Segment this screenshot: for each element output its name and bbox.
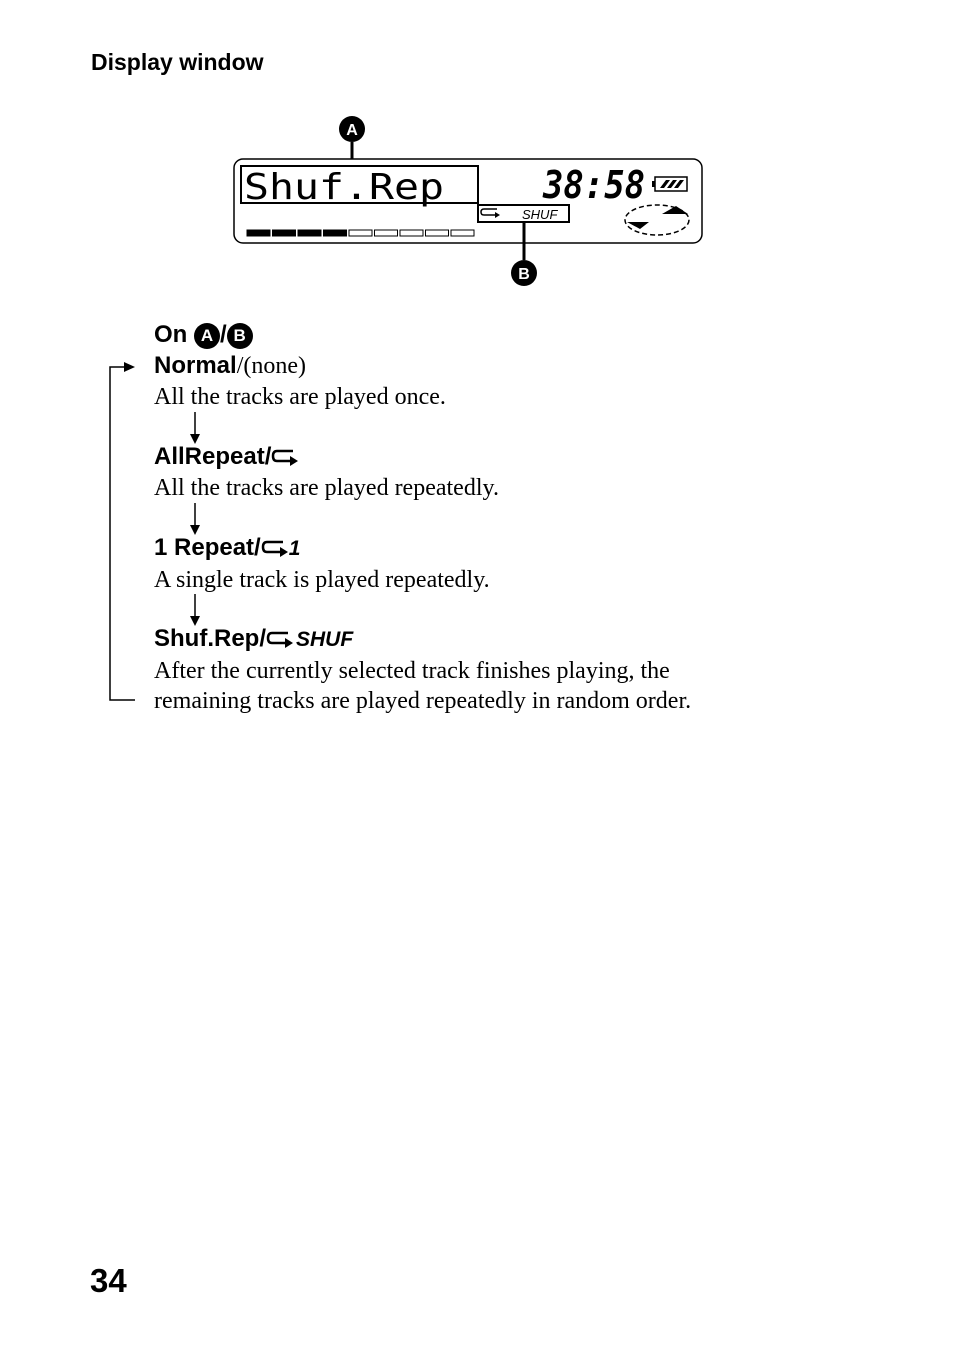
flow-arrow-1 — [190, 412, 200, 444]
level-bar-segment — [273, 230, 296, 236]
lcd-shuf-indicator: SHUF — [522, 207, 558, 222]
level-bar-segment — [324, 230, 347, 236]
lcd-time: 38:58 — [542, 163, 645, 207]
shuffle-label: SHUF — [296, 628, 354, 651]
page-number: 34 — [90, 1262, 127, 1299]
repeat-one-icon — [261, 538, 289, 558]
mode-shufrep-title — [154, 624, 353, 655]
mode-shufrep-suffix: / — [259, 625, 266, 652]
level-bar-segment — [451, 230, 474, 236]
loop-back-arrow — [110, 362, 135, 700]
repeat-icon — [271, 447, 299, 467]
level-bar — [247, 230, 474, 236]
callout-a-label: A — [346, 122, 358, 139]
flow-arrow-3 — [190, 594, 200, 626]
mode-allrepeat-title — [154, 442, 299, 472]
mode-allrepeat-name: AllRepeat — [154, 443, 265, 470]
mode-1repeat-name: 1 Repeat — [154, 534, 255, 561]
level-bar-segment — [247, 230, 270, 236]
on-legend — [154, 320, 253, 350]
mode-allrepeat-suffix: / — [264, 443, 272, 470]
level-bar-segment — [298, 230, 321, 236]
section-heading: Display window — [91, 49, 264, 75]
mode-1repeat-title — [154, 533, 300, 564]
level-bar-segment — [349, 230, 372, 236]
mode-normal-description: All the tracks are played once. — [154, 384, 446, 410]
mode-normal-suffix: /(none) — [236, 353, 306, 379]
level-bar-segment — [375, 230, 398, 236]
mode-shufrep-description-line1: After the currently selected track finishes playing, the — [154, 658, 670, 684]
mode-allrepeat-description: All the tracks are played repeatedly. — [154, 475, 499, 501]
marker-a-icon: A — [194, 323, 220, 349]
marker-b-icon: B — [227, 323, 253, 349]
on-label: On — [154, 321, 188, 348]
mode-normal-name: Normal — [154, 352, 237, 379]
mode-1repeat-suffix: / — [254, 534, 261, 561]
callout-b-label: B — [518, 266, 530, 283]
level-bar-segment — [400, 230, 423, 236]
level-bar-segment — [426, 230, 449, 236]
lcd-mode-text: Shuf.Rep — [244, 167, 444, 208]
repeat-shuffle-icon — [266, 629, 296, 649]
mode-1repeat-description: A single track is played repeatedly. — [154, 567, 490, 593]
mode-normal-title — [154, 351, 306, 381]
mode-shufrep-description-line2: remaining tracks are played repeatedly in random order. — [154, 688, 692, 714]
legend-separator: / — [220, 321, 227, 348]
mode-shufrep-name: Shuf.Rep — [154, 625, 260, 652]
repeat-one-label: 1 — [288, 537, 301, 560]
flow-arrow-2 — [190, 503, 200, 535]
